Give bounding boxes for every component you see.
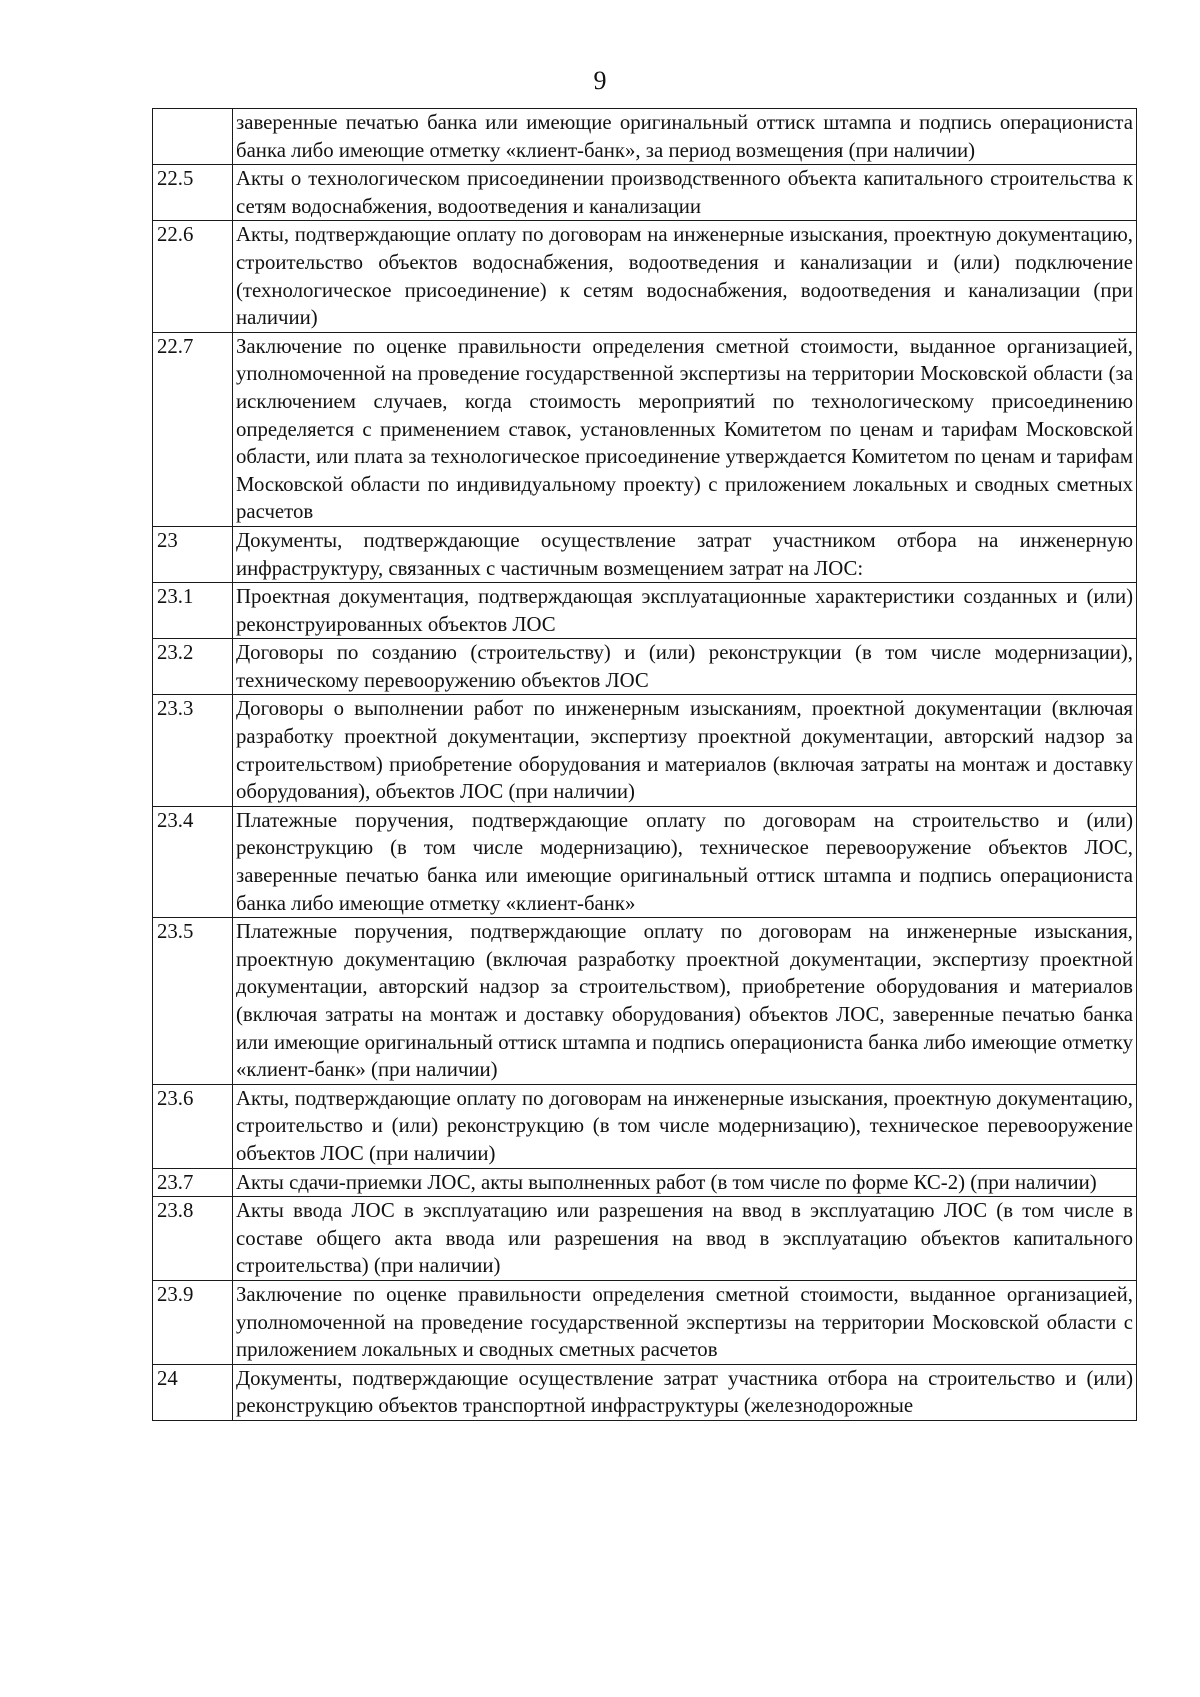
row-text: Проектная документация, подтверждающая эксплуатационные характеристики созданных и (или) реконструированных объектов ЛОС bbox=[233, 583, 1137, 639]
row-number: 23.9 bbox=[153, 1280, 233, 1364]
row-number: 23.1 bbox=[153, 583, 233, 639]
row-text: заверенные печатью банка или имеющие оригинальный оттиск штампа и подпись операциониста банка либо имеющие отметку «клиент-банк», за период возмещения (при наличии) bbox=[233, 109, 1137, 165]
table-row bbox=[153, 109, 1137, 165]
row-text: Акты, подтверждающие оплату по договорам на инженерные изыскания, проектную документацию, строительство и (или) реконструкцию (в том числе модернизацию), техническое перевооружение объектов ЛОС (при наличии) bbox=[233, 1084, 1137, 1168]
row-text: Документы, подтверждающие осуществление затрат участника отбора на строительство и (или) реконструкцию объектов транспортной инфраструктуры (железнодорожные bbox=[233, 1364, 1137, 1420]
row-number: 23.2 bbox=[153, 639, 233, 695]
row-number: 22.6 bbox=[153, 221, 233, 332]
table-row bbox=[153, 695, 1137, 806]
row-number: 23.5 bbox=[153, 918, 233, 1085]
documents-table bbox=[152, 108, 1137, 1421]
row-text: Заключение по оценке правильности определения сметной стоимости, выданное организацией, уполномоченной на проведение государственной экспертизы на территории Московской области (за исключением случаев, когда стоимость мероприятий по технологическому присоединению определяется с применением ставок, установленных Комитетом по ценам и тарифам Московской области, или плата за технологическое присоединение утверждается Комитетом по ценам и тарифам Московской области по индивидуальному проекту) с приложением локальных и сводных сметных расчетов bbox=[233, 332, 1137, 526]
row-number: 22.5 bbox=[153, 165, 233, 221]
table-row bbox=[153, 221, 1137, 332]
row-number: 23.7 bbox=[153, 1168, 233, 1197]
table-row bbox=[153, 806, 1137, 917]
row-number: 23 bbox=[153, 526, 233, 582]
row-number: 23.8 bbox=[153, 1197, 233, 1281]
row-text: Акты сдачи-приемки ЛОС, акты выполненных работ (в том числе по форме КС-2) (при наличии) bbox=[233, 1168, 1137, 1197]
table-row bbox=[153, 1280, 1137, 1364]
table-row bbox=[153, 583, 1137, 639]
row-text: Заключение по оценке правильности определения сметной стоимости, выданное организацией, уполномоченной на проведение государственной экспертизы на территории Московской области с приложением локальных и сводных сметных расчетов bbox=[233, 1280, 1137, 1364]
row-text: Платежные поручения, подтверждающие оплату по договорам на инженерные изыскания, проектную документацию (включая разработку проектной документации, экспертизу проектной документации, авторский надзор за строительством), приобретение оборудования и материалов (включая затраты на монтаж и доставку оборудования) объектов ЛОС, заверенные печатью банка или имеющие оригинальный оттиск штампа и подпись операциониста банка либо имеющие отметку «клиент-банк» (при наличии) bbox=[233, 918, 1137, 1085]
row-number: 23.3 bbox=[153, 695, 233, 806]
table-row bbox=[153, 918, 1137, 1085]
row-number: 24 bbox=[153, 1364, 233, 1420]
table-row bbox=[153, 526, 1137, 582]
row-text: Договоры по созданию (строительству) и (или) реконструкции (в том числе модернизации), техническому перевооружению объектов ЛОС bbox=[233, 639, 1137, 695]
row-text: Платежные поручения, подтверждающие оплату по договорам на строительство и (или) реконструкцию (в том числе модернизацию), техническое перевооружение объектов ЛОС, заверенные печатью банка или имеющие оригинальный оттиск штампа и подпись операциониста банка либо имеющие отметку «клиент-банк» bbox=[233, 806, 1137, 917]
row-text: Акты, подтверждающие оплату по договорам на инженерные изыскания, проектную документацию, строительство объектов водоснабжения, водоотведения и канализации и (или) подключение (технологическое присоединение) к сетям водоснабжения, водоотведения и канализации (при наличии) bbox=[233, 221, 1137, 332]
table-row bbox=[153, 1168, 1137, 1197]
table-row bbox=[153, 1084, 1137, 1168]
row-text: Документы, подтверждающие осуществление затрат участником отбора на инженерную инфраструктуру, связанных с частичным возмещением затрат на ЛОС: bbox=[233, 526, 1137, 582]
row-number bbox=[153, 109, 233, 165]
row-text: Договоры о выполнении работ по инженерным изысканиям, проектной документации (включая разработку проектной документации, экспертизу проектной документации, авторский надзор за строительством) приобретение оборудования и материалов (включая затраты на монтаж и доставку оборудования), объектов ЛОС (при наличии) bbox=[233, 695, 1137, 806]
table-row bbox=[153, 165, 1137, 221]
table-row bbox=[153, 1364, 1137, 1420]
table-row bbox=[153, 1197, 1137, 1281]
row-text: Акты ввода ЛОС в эксплуатацию или разрешения на ввод в эксплуатацию ЛОС (в том числе в составе общего акта ввода или разрешения на ввод в эксплуатацию объектов капитального строительства) (при наличии) bbox=[233, 1197, 1137, 1281]
row-number: 22.7 bbox=[153, 332, 233, 526]
table-row bbox=[153, 639, 1137, 695]
row-text: Акты о технологическом присоединении производственного объекта капитального строительства к сетям водоснабжения, водоотведения и канализации bbox=[233, 165, 1137, 221]
page-number: 9 bbox=[593, 66, 607, 95]
table-row bbox=[153, 332, 1137, 526]
row-number: 23.4 bbox=[153, 806, 233, 917]
row-number: 23.6 bbox=[153, 1084, 233, 1168]
